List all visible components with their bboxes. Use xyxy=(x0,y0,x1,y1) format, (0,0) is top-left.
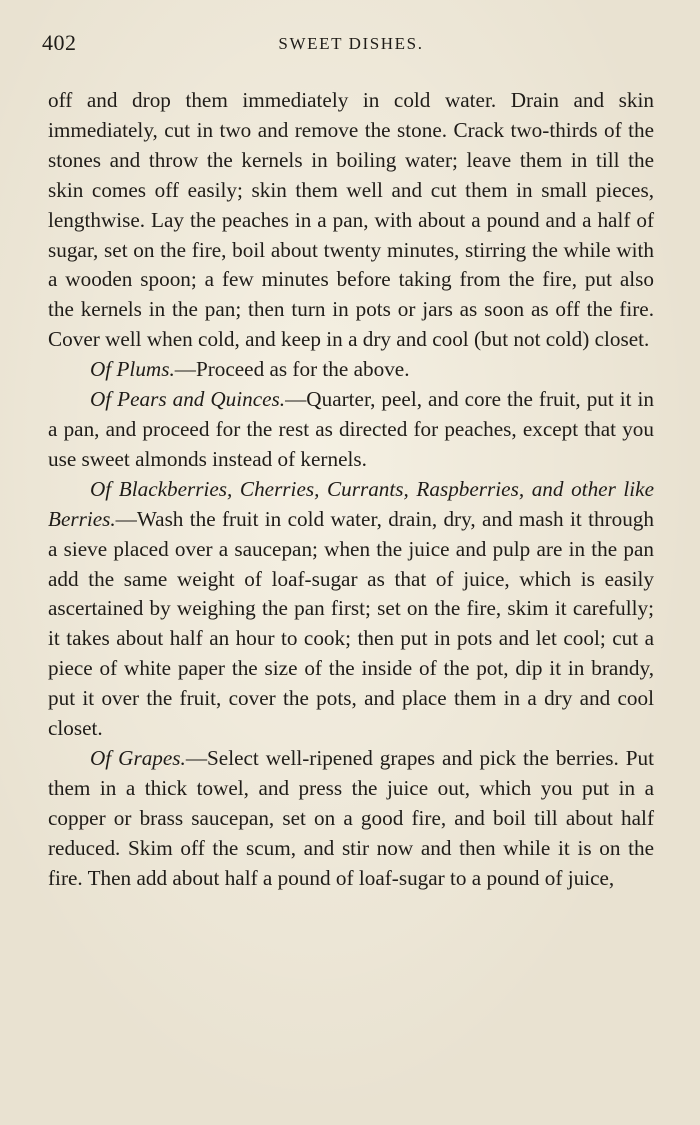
paragraph-berries xyxy=(48,475,654,744)
paragraph-text: —Quarter, peel, and core the fruit, put it in a pan, and proceed for the rest as directed for peaches, except that you use sweet almonds instead of kernels. xyxy=(48,387,654,471)
running-head xyxy=(42,22,654,62)
paragraph-text: off and drop them immediately in cold water. Drain and skin immediately, cut in two and remove the stone. Crack two-thirds of the stones and throw the kernels in boiling water; leave them in till the skin comes off easily; skin them well and cut them in small pieces, lengthwise. Lay the peaches in a pan, with about a pound and a half of sugar, set on the fire, boil about twenty minutes, stirring the while with a wooden spoon; a few minutes before taking from the fire, put also the kernels in the pan; then turn in pots or jars as soon as off the fire. Cover well when cold, and keep in a dry and cool (but not cold) closet. xyxy=(48,88,654,352)
paragraph-lead: Of Grapes. xyxy=(90,745,186,770)
paragraph-grapes xyxy=(48,744,654,894)
running-title: SWEET DISHES. xyxy=(278,34,424,53)
paragraph-lead: Of Pears and Quinces. xyxy=(90,387,286,412)
paragraph-pears-quinces xyxy=(48,385,654,475)
page-number: 402 xyxy=(42,30,77,55)
paragraph-plums xyxy=(48,355,654,385)
paragraph-peaches-continued xyxy=(48,86,654,355)
paragraph-text: —Select well-ripened grapes and pick the berries. Put them in a thick towel, and press the juice out, which you put in a copper or brass saucepan, set on a good fire, and boil till about half reduced. Skim off the scum, and stir now and then while it is on the fire. Then add about half a pound of loaf-sugar to a pound of juice, xyxy=(48,745,654,890)
paragraph-lead: Of Plums. xyxy=(90,357,175,382)
paragraph-text: —Proceed as for the above. xyxy=(174,357,410,382)
body-text xyxy=(48,86,654,893)
paragraph-text: —Wash the fruit in cold water, drain, dry, and mash it through a sieve placed over a saucepan; when the juice and pulp are in the pan add the same weight of loaf-sugar as that of juice, which is easily ascertained by weighing the pan first; set on the fire, skim it carefully; it takes about half an hour to cook; then put in pots and let cool; cut a piece of white paper the size of the inside of the pot, dip it in brandy, put it over the fruit, cover the pots, and place them in a dry and cool closet. xyxy=(48,506,654,741)
paragraph-lead: Of Blackberries, Cherries, Currants, Raspberries, and other like Berries. xyxy=(48,476,654,531)
